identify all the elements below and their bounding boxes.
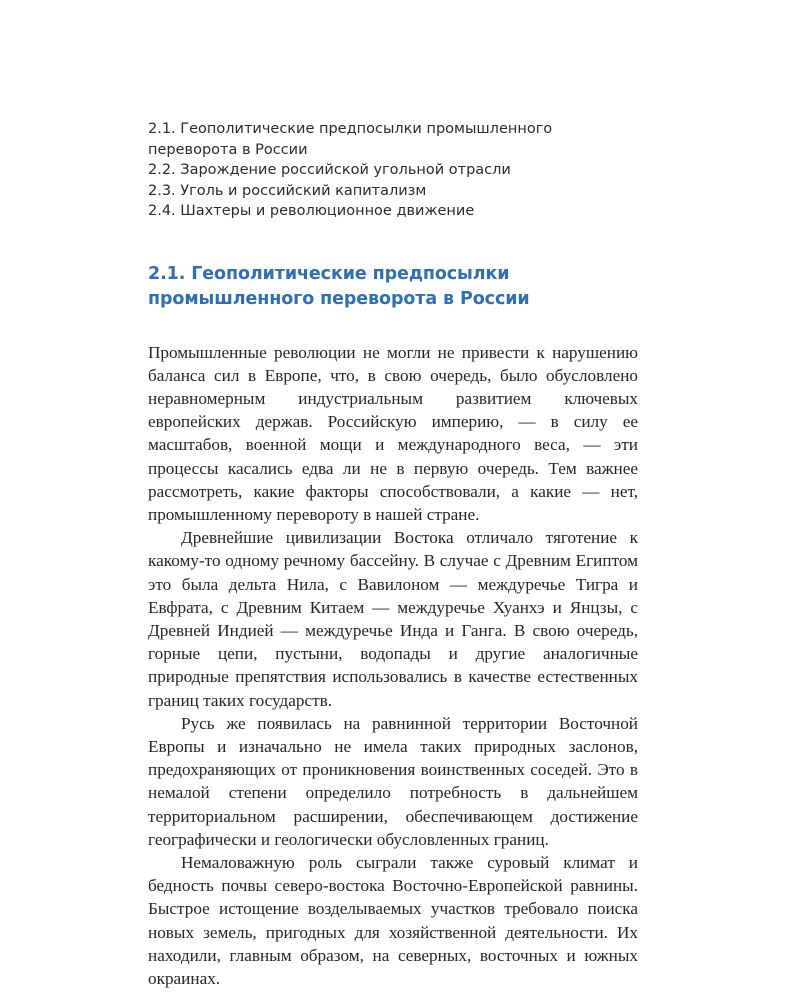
table-of-contents bbox=[148, 119, 638, 222]
page-content bbox=[148, 119, 638, 990]
toc-item-2-4[interactable]: 2.4. Шахтеры и революционное движение bbox=[148, 203, 475, 219]
body-paragraph-2: Древнейшие цивилизации Востока отличало тяготение к какому-то одному речному бассейну. В случае с Древним Египтом это была дельта Нила, с Вавилоном — междуречье Тигра и Евфрата, с Древним Китаем — междуречье Хуанхэ и Янцзы, с Древней Индией — междуречье Инда и Ганга. В свою очередь, горные цепи, пустыни, водопады и другие аналогичные природные препятствия использовались в качестве естественных границ таких государств. bbox=[148, 528, 638, 710]
section-body bbox=[148, 341, 638, 991]
body-paragraph-3: Русь же появилась на равнинной территории Восточной Европы и изначально не имела таких природных заслонов, предохраняющих от проникновения воинственных соседей. Это в немалой степени определило потребность в дальнейшем территориальном расширении, обеспечивающем достижение географически и геологически обусловленных границ. bbox=[148, 713, 638, 849]
body-paragraph-1: Промышленные революции не могли не привести к нарушению баланса сил в Европе, что, в свою очередь, было обусловлено неравномерным индустриальным развитием ключевых европейских держав. Российскую империю, — в силу ее масштабов, военной мощи и международного веса, — эти процессы касались едва ли не в первую очередь. Тем важнее рассмотреть, какие факторы способствовали, а какие — нет, промышленному перевороту в нашей стране. bbox=[148, 342, 638, 524]
toc-item-2-1[interactable]: 2.1. Геополитические предпосылки промышленного переворота в России bbox=[148, 121, 553, 158]
toc-item-2-3[interactable]: 2.3. Уголь и российский капитализм bbox=[148, 182, 427, 199]
toc-item-2-2[interactable]: 2.2. Зарождение российской угольной отрасли bbox=[148, 162, 511, 178]
body-paragraph-4: Немаловажную роль сыграли также суровый климат и бедность почвы северо-востока Восточно-Европейской равнины. Быстрое истощение возделываемых участков требовало поиска новых земель, пригодных для хозяйственной деятельности. Их находили, главным образом, на северных, восточных и южных окраинах. bbox=[148, 852, 638, 988]
section-heading: 2.1. Геополитические предпосылки промышленного переворота в России bbox=[148, 263, 530, 309]
